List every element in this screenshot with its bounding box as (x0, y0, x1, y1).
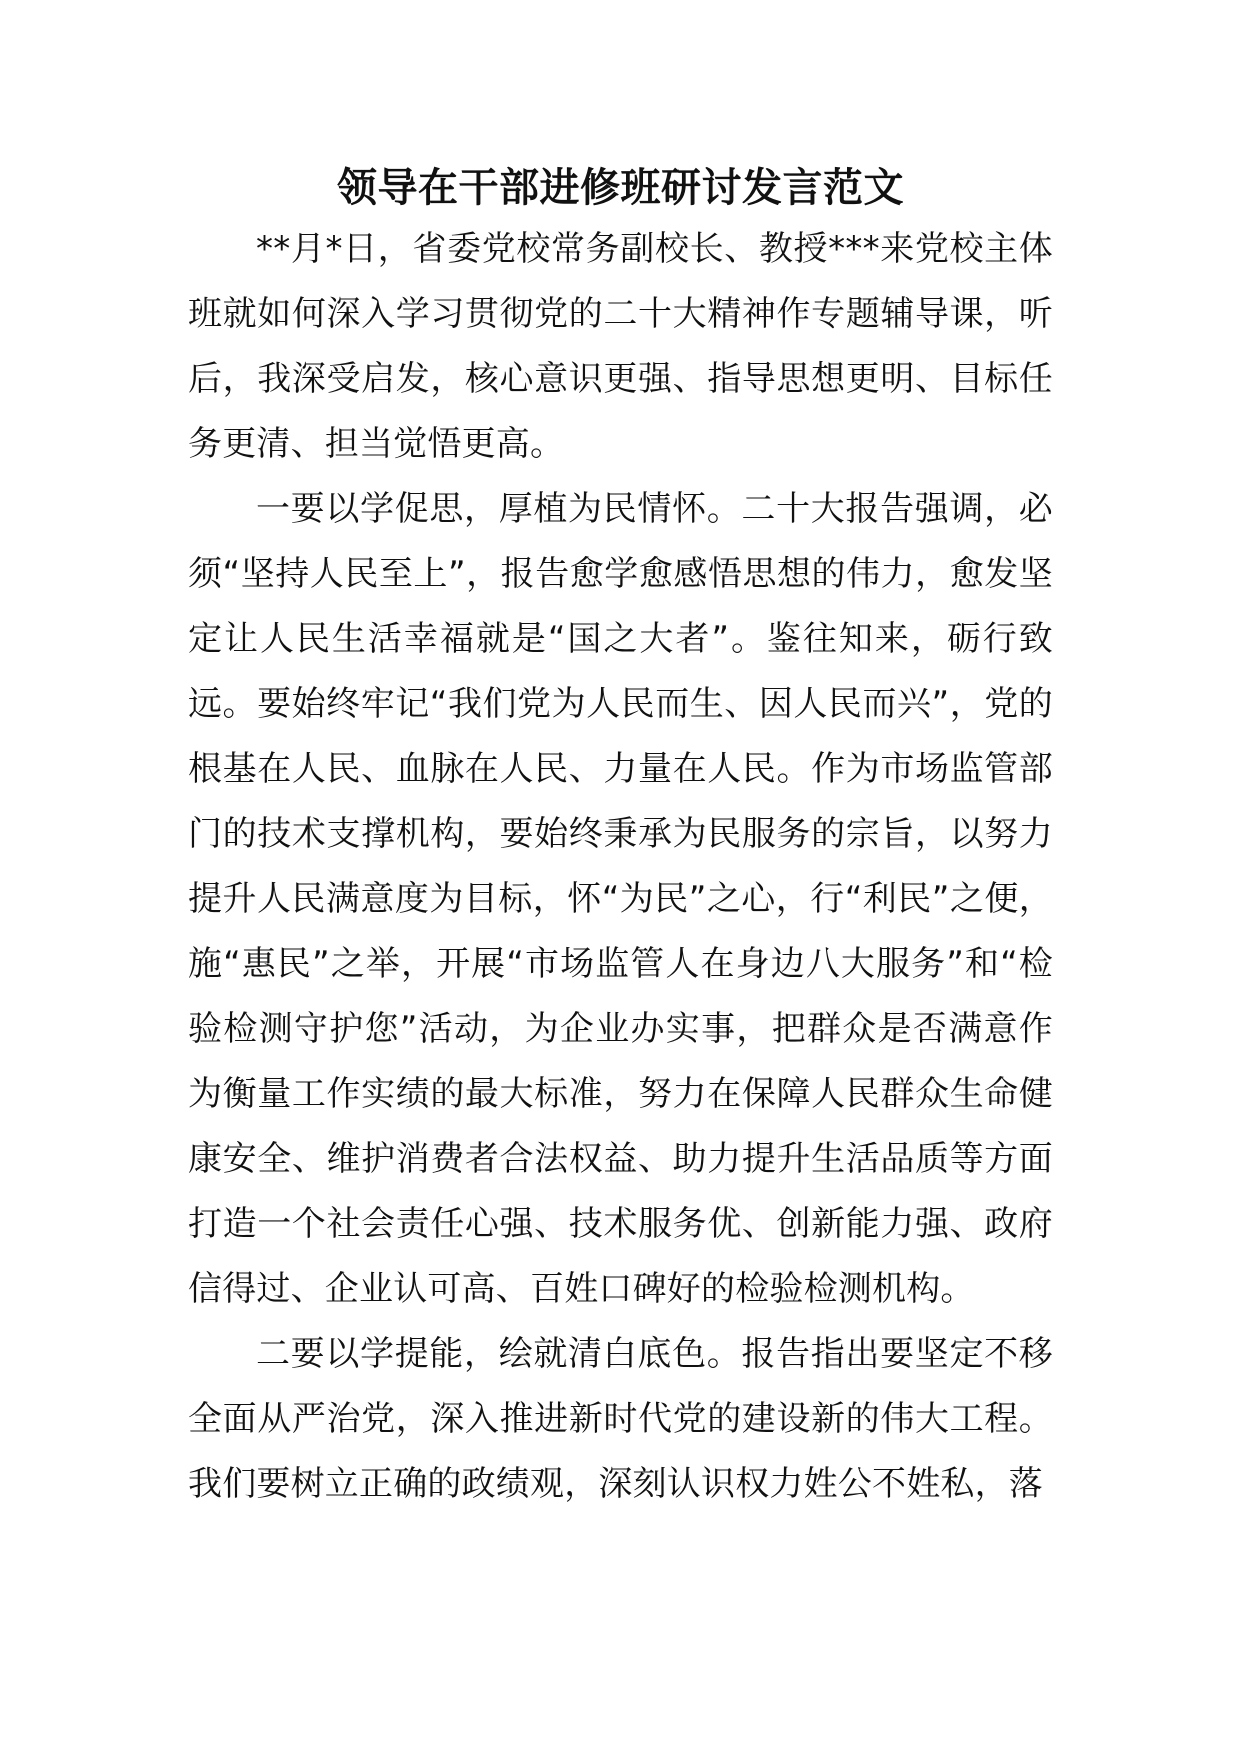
document-body (188, 163, 1053, 1517)
paragraph-point-one: 一要以学促思，厚植为民情怀。二十大报告强调，必须“坚持人民至上”，报告愈学愈感悟思想的伟力，愈发坚定让人民生活幸福就是“国之大者”。鉴往知来，砺行致远。要始终牢记“我们党为人民而生、因人民而兴”，党的根基在人民、血脉在人民、力量在人民。作为市场监管部门的技术支撑机构，要始终秉承为民服务的宗旨，以努力提升人民满意度为目标，怀“为民”之心，行“利民”之便，施“惠民”之举，开展“市场监管人在身边八大服务”和“检验检测守护您”活动，为企业办实事，把群众是否满意作为衡量工作实绩的最大标准，努力在保障人民群众生命健康安全、维护消费者合法权益、助力提升生活品质等方面打造一个社会责任心强、技术服务优、创新能力强、政府信得过、企业认可高、百姓口碑好的检验检测机构。 (188, 489, 1053, 1309)
paragraph-point-two: 二要以学提能，绘就清白底色。报告指出要坚定不移全面从严治党，深入推进新时代党的建设新的伟大工程。我们要树立正确的政绩观，深刻认识权力姓公不姓私，落 (188, 1334, 1053, 1504)
document-title: 领导在干部进修班研讨发言范文 (337, 165, 904, 211)
paragraph-intro: **月*日，省委党校常务副校长、教授***来党校主体班就如何深入学习贯彻党的二十大精神作专题辅导课，听后，我深受启发，核心意识更强、指导思想更明、目标任务更清、担当觉悟更高。 (188, 229, 1053, 464)
